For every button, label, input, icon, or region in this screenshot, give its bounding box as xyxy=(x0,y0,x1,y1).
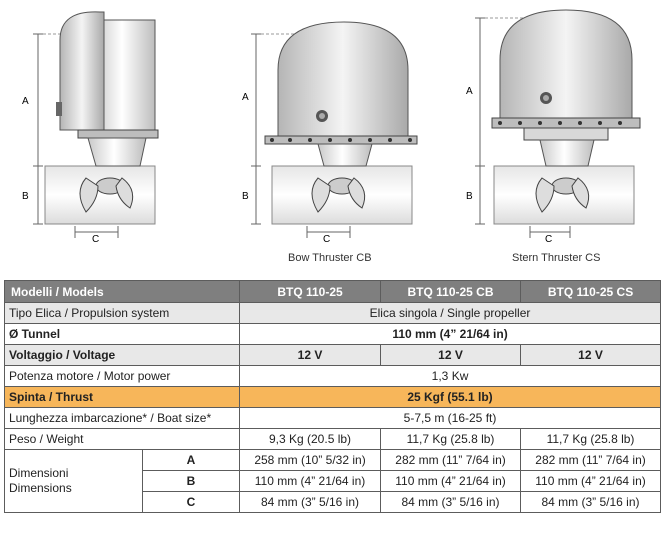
label-dimensions-en: Dimensions xyxy=(9,481,72,495)
value-dim-b-2: 110 mm (4” 21/64 in) xyxy=(381,471,521,492)
value-propulsion: Elica singola / Single propeller xyxy=(240,303,661,324)
label-propulsion: Tipo Elica / Propulsion system xyxy=(5,303,240,324)
value-dim-b-3: 110 mm (4” 21/64 in) xyxy=(521,471,661,492)
label-boat-size: Lunghezza imbarcazione* / Boat size* xyxy=(5,408,240,429)
value-dim-a-1: 258 mm (10” 5/32 in) xyxy=(240,450,381,471)
value-voltage-1: 12 V xyxy=(240,345,381,366)
label-dim-b: B xyxy=(143,471,240,492)
label-weight: Peso / Weight xyxy=(5,429,240,450)
thruster-drawing-bow xyxy=(242,22,417,245)
value-voltage-3: 12 V xyxy=(521,345,661,366)
dim-label-c-3: C xyxy=(545,234,553,245)
value-weight-2: 11,7 Kg (25.8 lb) xyxy=(381,429,521,450)
value-dim-b-1: 110 mm (4” 21/64 in) xyxy=(240,471,381,492)
dim-label-a-1: A xyxy=(22,96,29,107)
value-dim-c-3: 84 mm (3” 5/16 in) xyxy=(521,492,661,513)
value-dim-c-2: 84 mm (3” 5/16 in) xyxy=(381,492,521,513)
caption-bow-thruster: Bow Thruster CB xyxy=(288,252,372,264)
caption-stern-thruster: Stern Thruster CS xyxy=(512,252,601,264)
header-model-1: BTQ 110-25 xyxy=(240,281,381,303)
value-thrust: 25 Kgf (55.1 lb) xyxy=(240,387,661,408)
row-boat-size xyxy=(5,408,661,429)
header-model-3: BTQ 110-25 CS xyxy=(521,281,661,303)
row-dimension-a xyxy=(5,450,661,471)
value-voltage-2: 12 V xyxy=(381,345,521,366)
header-model-2: BTQ 110-25 CB xyxy=(381,281,521,303)
value-weight-3: 11,7 Kg (25.8 lb) xyxy=(521,429,661,450)
header-models: Modelli / Models xyxy=(5,281,240,303)
table-header-row xyxy=(5,281,661,303)
value-dim-c-1: 84 mm (3” 5/16 in) xyxy=(240,492,381,513)
row-thrust xyxy=(5,387,661,408)
row-tunnel xyxy=(5,324,661,345)
dim-label-a-2: A xyxy=(242,92,249,103)
value-tunnel: 110 mm (4” 21/64 in) xyxy=(240,324,661,345)
label-voltage: Voltaggio / Voltage xyxy=(5,345,240,366)
value-power: 1,3 Kw xyxy=(240,366,661,387)
row-power xyxy=(5,366,661,387)
dim-label-b-3: B xyxy=(466,191,473,202)
thruster-drawing-stern xyxy=(466,10,640,245)
label-thrust: Spinta / Thrust xyxy=(5,387,240,408)
dim-label-b-2: B xyxy=(242,191,249,202)
value-dim-a-3: 282 mm (11” 7/64 in) xyxy=(521,450,661,471)
dim-label-b-1: B xyxy=(22,191,29,202)
value-boat-size: 5-7,5 m (16-25 ft) xyxy=(240,408,661,429)
dim-label-c-1: C xyxy=(92,234,100,245)
dim-label-c-2: C xyxy=(323,234,331,245)
row-propulsion xyxy=(5,303,661,324)
value-dim-a-2: 282 mm (11” 7/64 in) xyxy=(381,450,521,471)
dim-label-a-3: A xyxy=(466,86,473,97)
specifications-table xyxy=(4,280,661,513)
label-dim-c: C xyxy=(143,492,240,513)
label-tunnel: Ø Tunnel xyxy=(5,324,240,345)
label-power: Potenza motore / Motor power xyxy=(5,366,240,387)
label-dim-a: A xyxy=(143,450,240,471)
row-voltage xyxy=(5,345,661,366)
value-weight-1: 9,3 Kg (20.5 lb) xyxy=(240,429,381,450)
label-dimensions-it: Dimensioni xyxy=(9,466,69,480)
thruster-drawing-standard xyxy=(22,12,158,245)
label-dimensions xyxy=(5,450,143,513)
row-weight xyxy=(5,429,661,450)
